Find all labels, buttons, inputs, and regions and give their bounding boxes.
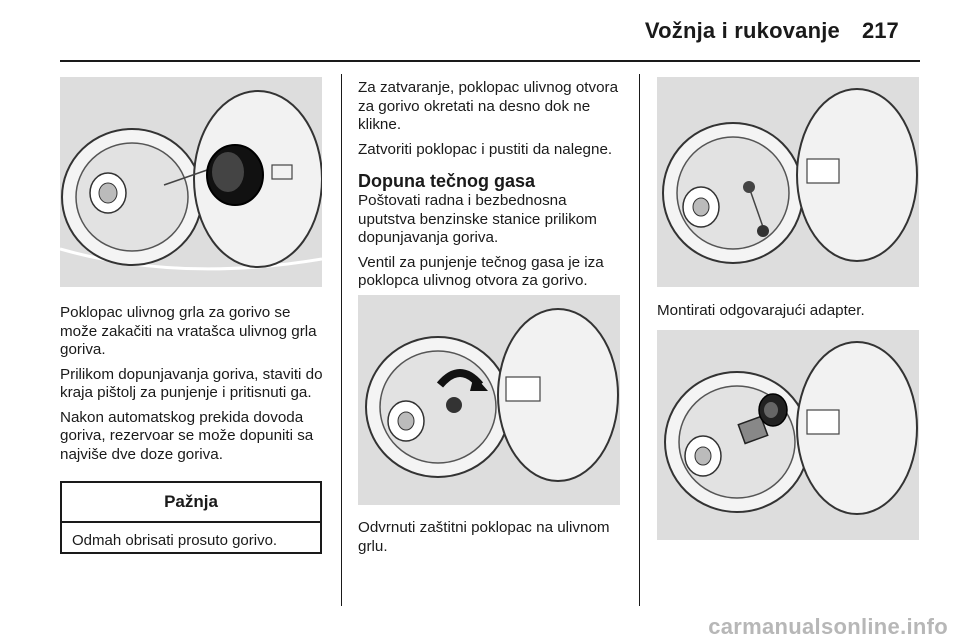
caution-body: Odmah obrisati prosuto gorivo. [72, 532, 278, 549]
col2-caption: Odvrnuti zaštitni poklopac na ulivnom grlu. [358, 519, 610, 555]
lpg-cap-unscrew-illustration [358, 295, 620, 505]
col3-caption: Montirati odgovarajući adapter. [657, 302, 865, 319]
lpg-valve-illustration [657, 77, 919, 287]
watermark: carmanualsonline.info [708, 614, 948, 639]
col2-text-mid [358, 192, 626, 291]
running-header-title: Vožnja i rukovanje [644, 18, 840, 43]
col2-text-top [358, 79, 626, 159]
col2-paragraph-4: Ventil za punjenje tečnog gasa je iza poklopca ulivnog otvora za gorivo. [358, 253, 604, 289]
section-heading: Dopuna tečnog gasa [358, 171, 536, 191]
col1-paragraph-3: Nakon automatskog prekida dovoda goriva, rezervoar se može dopuniti sa najviše dve doze goriva. [60, 408, 314, 463]
col1-text [60, 304, 328, 464]
col2-paragraph-2: Zatvoriti poklopac i pustiti da nalegne. [358, 140, 613, 158]
column-divider-left [341, 74, 342, 606]
col1-paragraph-2: Prilikom dopunjavanja goriva, staviti do kraja pištolj za punjenje i pritisnuti ga. [60, 365, 323, 401]
col2-paragraph-1: Za zatvaranje, poklopac ulivnog otvora za gorivo okretati na desno dok ne klikne. [358, 79, 619, 133]
caution-title: Pažnja [62, 483, 320, 523]
col1-paragraph-1: Poklopac ulivnog grla za gorivo se može zakačiti na vratašca ulivnog grla goriva. [60, 304, 317, 358]
header-rule [60, 60, 920, 62]
page-number: 217 [862, 18, 899, 43]
col2-paragraph-3: Poštovati radna i bezbednosna uputstva benzinske stanice prilikom dopunjavanja goriva. [358, 192, 597, 246]
lpg-adapter-illustration [657, 330, 919, 540]
column-divider-right [639, 74, 640, 606]
fuel-cap-illustration [60, 77, 322, 287]
caution-box [60, 481, 322, 554]
